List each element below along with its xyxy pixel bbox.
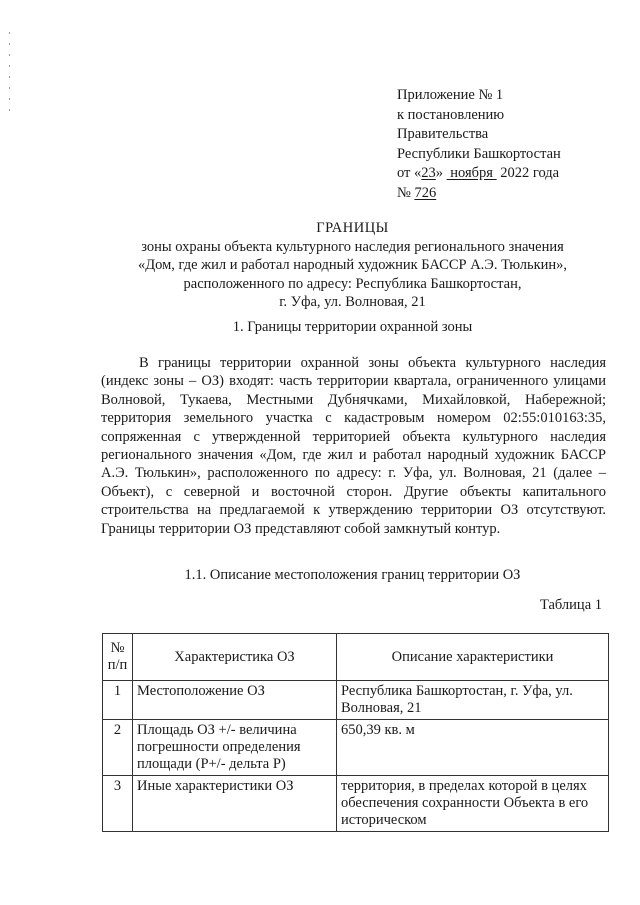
table-cell-number: 3 [103,776,133,832]
table-caption: Таблица 1 [539,597,602,613]
appendix-line: Правительства [397,126,489,142]
table-row [103,681,609,720]
section-1-1-heading: 1.1. Описание местоположения границ территории ОЗ [184,567,521,583]
appendix-line: Республики Башкортостан [397,145,561,162]
table-row [103,776,609,832]
title-line: «Дом, где жил и работал народный художник БАССР А.Э. Тюлькин», [137,257,568,273]
appendix-line: Приложение № 1 [397,87,504,103]
scan-edge-marks [9,32,11,110]
appendix-day: 23 [421,165,436,181]
section-1-paragraph [101,354,606,538]
title-line: расположенного по адресу: Республика Башкортостан, [183,275,522,292]
appendix-month: ноября [446,165,497,181]
section-1-heading: 1. Границы территории охранной зоны [232,319,473,335]
table-header-cell: Описание характеристики [337,634,609,681]
appendix-number-value: 726 [414,184,437,201]
table-row [103,720,609,776]
table-cell-number: 1 [103,681,133,720]
title-line: г. Уфа, ул. Волновая, 21 [279,294,426,310]
boundaries-table [102,633,609,832]
table-cell-characteristic: Иные характеристики ОЗ [133,776,337,832]
title-line: зоны охраны объекта культурного наследия регионального значения [141,238,564,255]
table-header-row [103,634,609,681]
appendix-line: к постановлению [397,106,505,123]
table-cell-description: Республика Башкортостан, г. Уфа, ул. Волновая, 21 [337,681,609,720]
table-cell-description: территория, в пределах которой в целях обеспечения сохранности Объекта в его историческом [337,776,609,832]
appendix-date: от «23» ноября 2022 года [397,165,560,181]
appendix-block [397,86,561,203]
table-header-cell: Характеристика ОЗ [133,634,337,681]
table-header-cell: № п/п [103,634,133,681]
document-title [60,219,640,312]
table-cell-characteristic: Местоположение ОЗ [133,681,337,720]
appendix-number: № 726 [397,184,437,201]
title-heading: ГРАНИЦЫ [316,220,389,236]
table-cell-characteristic: Площадь ОЗ +/- величина погрешности определения площади (Р+/- дельта Р) [133,720,337,776]
table-cell-number: 2 [103,720,133,776]
table-cell-description: 650,39 кв. м [337,720,609,776]
section-1-paragraph-text: В границы территории охранной зоны объекта культурного наследия (индекс зоны – ОЗ) входят: часть территории квартала, ограниченного улицами Волновой, Тукаева, Местными Дубнячками, Михайловкой, Набережной; территория земельного участка с кадастровым номером 02:55:010163:35, сопряженная с утвержденной территорией объекта культурного наследия регионального значения «Дом, где жил и работал народный художник БАССР А.Э. Тюлькин», расположенного по адресу: г. Уфа, ул. Волновая, 21 (далее – Объект), с северной и восточной сторон. Другие объекты капитального строительства на предлагаемой к утверждению территории ОЗ отсутствуют. Границы территории ОЗ представляют собой замкнутый контур. [101,355,606,537]
